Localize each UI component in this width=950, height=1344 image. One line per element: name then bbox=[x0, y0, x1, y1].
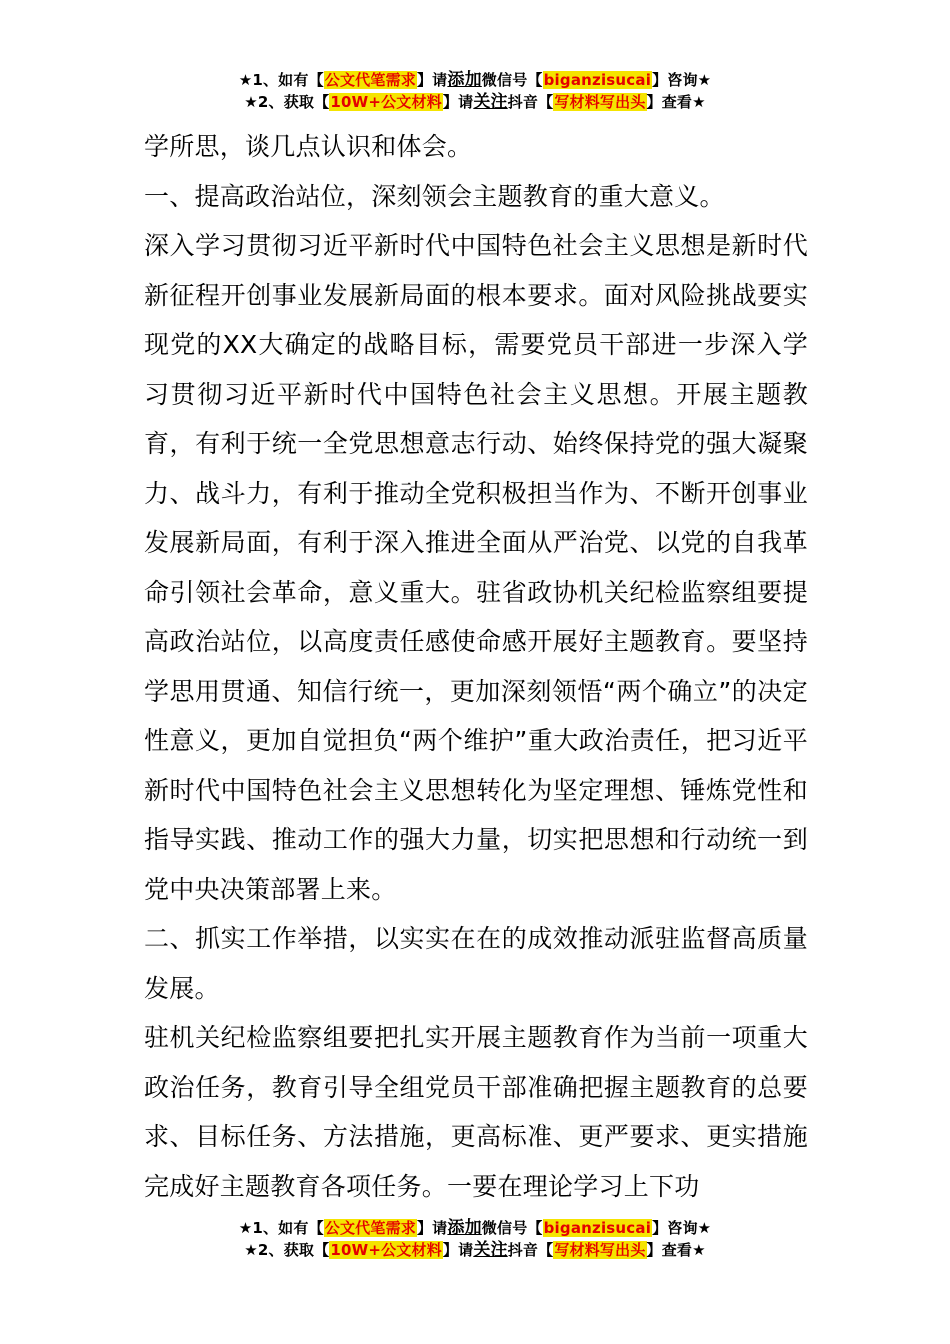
underline-add: 添加 bbox=[447, 1218, 482, 1238]
highlight-wechat-id: biganzisucai bbox=[543, 71, 652, 89]
body-paragraph: 深入学习贯彻习近平新时代中国特色社会主义思想是新时代新征程开创事业发展新局面的根本要求。面对风险挑战要实现党的XX大确定的战略目标，需要党员干部进一步深入学习贯彻习近平新时代中国特色社会主义思想。开展主题教育，有利于统一全党思想意志行动、始终保持党的强大凝聚力、战斗力，有利于推动全党积极担当作为、不断开创事业发展新局面，有利于深入推进全面从严治党、以党的自我革命引领社会革命，意义重大。驻省政协机关纪检监察组要提高政治站位，以高度责任感使命感开展好主题教育。要坚持学思用贯通、知信行统一，更加深刻领悟“两个确立”的决定性意义，更加自觉担负“两个维护”重大政治责任，把习近平新时代中国特色社会主义思想转化为坚定理想、锤炼党性和指导实践、推动工作的强大力量，切实把思想和行动统一到党中央决策部署上来。 bbox=[144, 231, 808, 904]
highlight-wechat-id: biganzisucai bbox=[543, 1219, 652, 1237]
document-body bbox=[144, 122, 808, 1211]
highlight-materials: 10W+公文材料 bbox=[330, 93, 442, 111]
underline-follow: 关注 bbox=[473, 92, 508, 112]
section-heading-2: 二、抓实工作举措，以实实在在的成效推动派驻监督高质量发展。 bbox=[144, 924, 808, 1003]
body-paragraph: 驻机关纪检监察组要把扎实开展主题教育作为当前一项重大政治任务，教育引导全组党员干部准确把握主题教育的总要求、目标任务、方法措施，更高标准、更严要求、更实措施完成好主题教育各项任务。一要在理论学习上下功 bbox=[144, 1023, 808, 1201]
highlight-douyin-id: 写材料写出头 bbox=[554, 1241, 646, 1259]
banner-line-2: ★2、获取【10W+公文材料】请关注抖音【写材料写出头】查看★ bbox=[244, 92, 706, 112]
body-paragraph: 学所思，谈几点认识和体会。 bbox=[144, 132, 473, 161]
underline-follow: 关注 bbox=[473, 1240, 508, 1260]
header-banner bbox=[0, 69, 950, 113]
footer-banner bbox=[0, 1217, 950, 1261]
section-heading-1: 一、提高政治站位，深刻领会主题教育的重大意义。 bbox=[144, 181, 725, 211]
banner-line-1: ★1、如有【公文代笔需求】请添加微信号【biganzisucai】咨询★ bbox=[238, 70, 712, 90]
banner-line-1: ★1、如有【公文代笔需求】请添加微信号【biganzisucai】咨询★ bbox=[238, 1218, 712, 1238]
highlight-service: 公文代笔需求 bbox=[324, 1219, 416, 1237]
underline-add: 添加 bbox=[447, 70, 482, 90]
highlight-douyin-id: 写材料写出头 bbox=[554, 93, 646, 111]
highlight-service: 公文代笔需求 bbox=[324, 71, 416, 89]
banner-line-2: ★2、获取【10W+公文材料】请关注抖音【写材料写出头】查看★ bbox=[244, 1240, 706, 1260]
highlight-materials: 10W+公文材料 bbox=[330, 1241, 442, 1259]
